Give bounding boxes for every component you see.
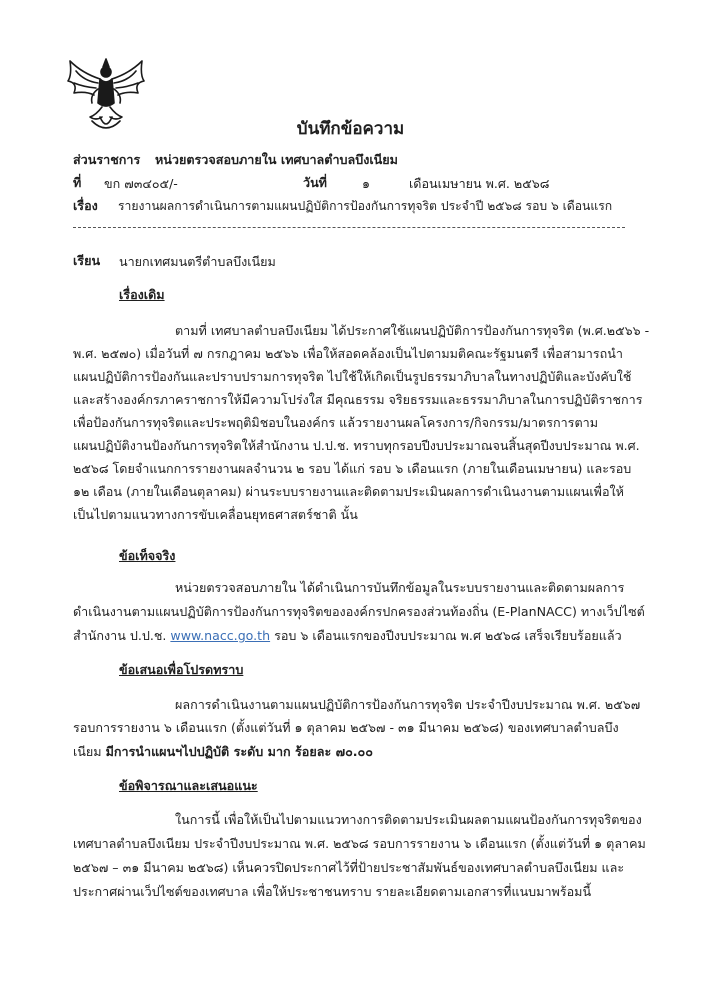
background-line: และสร้างองค์กรภาคราชการให้มีความโปร่งใส มีคุณธรรม จริยธรรมและธรรมาภิบาลในการปฏิบัติราชการ xyxy=(73,392,643,407)
facts-line: ดำเนินงานตามแผนปฏิบัติการป้องกันการทุจริตขององค์กรปกครองส่วนท้องถิ่น (E-PlanNACC) ทางเว็ปไซต์ xyxy=(73,604,645,619)
proposal-heading: ข้อเสนอเพื่อโปรดทราบ xyxy=(119,662,244,677)
background-heading: เรื่องเดิม xyxy=(119,287,165,302)
recommendation-line: ในการนี้ เพื่อให้เป็นไปตามแนวทางการติดตามประเมินผลตามแผนป้องกันการทุจริตของ xyxy=(175,812,642,827)
background-line: เพื่อป้องกันการทุจริตและประพฤติมิชอบในองค์กร แล้วรายงานผลโครงการ/กิจกรรม/มาตรการตาม xyxy=(73,415,599,430)
background-line: เป็นไปตามแนวทางการขับเคลื่อนยุทธศาสตร์ชาติ นั้น xyxy=(73,507,358,522)
subject-value: รายงานผลการดำเนินการตามแผนปฏิบัติการป้องกันการทุจริต ประจำปี ๒๕๖๘ รอบ ๖ เดือนแรก xyxy=(118,199,613,213)
background-line: แผนปฏิบัติการป้องกันและปราบปรามการทุจริต ไปใช้ให้เกิดเป็นรูปธรรมาภิบาลในทางปฏิบัติและบังคับใช้ xyxy=(73,369,632,384)
background-line: ๑๒ เดือน (ภายในเดือนตุลาคม) ผ่านระบบรายงานและติดตามประเมินผลการดำเนินงานตามแผนเพื่อให้ xyxy=(73,484,624,499)
recommendation-line: ๒๕๖๗ – ๓๑ มีนาคม ๒๕๖๘) เห็นควรปิดประกาศไว้ที่ป้ายประชาสัมพันธ์ของเทศบาลตำบลบึงเนียม และ xyxy=(73,860,625,875)
background-line: พ.ศ. ๒๕๗๐) เมื่อวันที่ ๗ กรกฎาคม ๒๕๖๖ เพื่อให้สอดคล้องเป็นไปตามมติคณะรัฐมนตรี เพื่อสามารถนำ xyxy=(73,346,623,361)
facts-line: หน่วยตรวจสอบภายใน ได้ดำเนินการบันทึกข้อมูลในระบบรายงานและติดตามผลการ xyxy=(175,580,625,595)
facts-line-prefix: สำนักงาน ป.ป.ช. xyxy=(73,628,167,643)
recommendation-heading: ข้อพิจารณาและเสนอแนะ xyxy=(119,778,258,793)
proposal-line: รอบการรายงาน ๖ เดือนแรก (ตั้งแต่วันที่ ๑ ตุลาคม ๒๕๖๗ - ๓๑ มีนาคม ๒๕๖๘) ของเทศบาลตำบลบึง xyxy=(73,720,619,735)
reference-label: ที่ xyxy=(73,175,82,190)
agency-label: ส่วนราชการ xyxy=(73,152,141,167)
facts-heading: ข้อเท็จจริง xyxy=(119,548,176,563)
proposal-result-text: มีการนำแผนฯไปปฏิบัติ ระดับ มาก ร้อยละ ๗๐.๐๐ xyxy=(105,744,373,759)
date-day: ๑ xyxy=(362,176,370,191)
nacc-website-link[interactable]: www.nacc.go.th xyxy=(170,628,271,643)
proposal-line-3 xyxy=(73,742,373,762)
date-label: วันที่ xyxy=(303,175,327,190)
greeting-recipient: นายกเทศมนตรีตำบลบึงเนียม xyxy=(119,254,276,269)
facts-line-3 xyxy=(73,626,622,646)
subject-label: เรื่อง xyxy=(73,198,98,213)
reference-number: ขก ๗๓๔๐๕/- xyxy=(104,176,178,191)
header-divider xyxy=(73,227,625,228)
proposal-line: ผลการดำเนินงานตามแผนปฏิบัติการป้องกันการทุจริต ประจำปีงบประมาณ พ.ศ. ๒๕๖๗ xyxy=(175,697,641,712)
background-line: ตามที่ เทศบาลตำบลบึงเนียม ได้ประกาศใช้แผนปฏิบัติการป้องกันการทุจริต (พ.ศ.๒๕๖๖ - xyxy=(175,323,650,338)
date-month-year: เดือนเมษายน พ.ศ. ๒๕๖๘ xyxy=(409,176,550,191)
document-title: บันทึกข้อความ xyxy=(296,119,405,139)
recommendation-line: เทศบาลตำบลบึงเนียม ประจำปีงบประมาณ พ.ศ. ๒๕๖๘ รอบการรายงาน ๖ เดือนแรก (ตั้งแต่วันที่ ๑ ตุลาคม xyxy=(73,836,646,851)
background-line: ๒๕๖๘ โดยจำแนกการรายงานผลจำนวน ๒ รอบ ได้แก่ รอบ ๖ เดือนแรก (ภายในเดือนเมษายน) และรอบ xyxy=(73,461,632,476)
facts-line-suffix: รอบ ๖ เดือนแรกของปีงบประมาณ พ.ศ ๒๕๖๘ เสร็จเรียบร้อยแล้ว xyxy=(274,628,622,643)
background-line: แผนปฏิบัติงานป้องกันการทุจริตให้สำนักงาน ป.ป.ช. ทราบทุกรอบปีงบประมาณจนสิ้นสุดปีงบประมาณ พ.ศ. xyxy=(73,438,640,453)
greeting-label: เรียน xyxy=(73,253,101,268)
recommendation-line: ประกาศผ่านเว็ปไซต์ของเทศบาล เพื่อให้ประชาชนทราบ รายละเอียดตามเอกสารที่แนบมาพร้อมนี้ xyxy=(73,884,592,899)
agency-value: หน่วยตรวจสอบภายใน เทศบาลตำบลบึงเนียม xyxy=(155,152,398,167)
proposal-line-prefix: เนียม xyxy=(73,744,102,759)
